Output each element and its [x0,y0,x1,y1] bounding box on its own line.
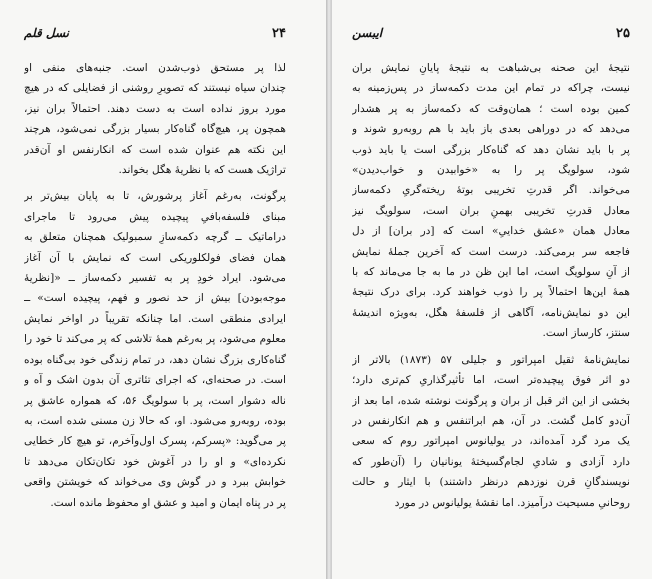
text-line: یک مرد گرد آمده‌اند، در یولیانوس امپراتور روم که سعی [352,435,630,448]
text-line: ایرادی منطقی است. اما چنانکه تقریباً در اواخر نمایش [24,312,286,325]
text-line: نویسندگانِ قرن نوزدهم درنظر داشتند) با ایثار و حالت [352,476,630,489]
text-line: دارد آزادی و شادیِ لجام‌گسیختهٔ یونانیان را (آن‌طور که [352,455,630,468]
text-line: معادل قدرتِ تخریبی بهمنِ بران است، سولویگ نیز [352,204,630,217]
text-line: شود، سولویگ پر را به «خوابیدن و خواب‌دیدن» [352,164,630,177]
running-title: نسل قلم [24,26,70,40]
text-line: معادل همان «عشق خداییِ» است که [در بران] از دل [352,225,630,238]
page-number: ۲۴ [272,26,286,41]
text-line: فاجعه سر برمی‌کند. درست است که آخرین جملهٔ نمایش [352,245,630,258]
text-line: خوابش ببرد و در گوش وی می‌خواند که خویشتن واقعی [24,476,286,489]
text-line: پرگونت، به‌رغم آغاز پرشورش، تا به پایان بیش‌تر بر [24,190,286,203]
text-line: نیست، چراکه در تمام این مدت دکمه‌ساز در پس‌زمینه به [352,82,630,95]
text-line: می‌خواند. اگر قدرتِ تخریبی بوتهٔ ریخته‌گریِ دکمه‌ساز [352,184,630,197]
text-line: گناه‌کاری بزرگ نشان دهد، در تمام زندگی خود بی‌گناه بوده [24,353,286,366]
text-line: این نکته هم عنوان شده است که انکارنفس او آن‌قدر [24,143,286,156]
paragraph [352,350,630,513]
text-line: نتیجهٔ این صحنه بی‌شباهت به نتیجهٔ پایانِ نمایش بران [352,62,630,74]
text-line: ناله دشوار است، پر با سولویگ ۵۶، که همواره عاشق پر [24,394,286,407]
running-title: ایبسن [352,26,383,40]
text-line: همهٔ این‌ها احتمالاً پر را ذوب خواهند کرد. برای درک نتیجهٔ [352,286,630,299]
text-line: می‌شود. ایراد خودِ پر به تفسیر دکمه‌ساز ــ «[نظریهٔ [24,272,286,285]
text-line: نکرده‌ای» و او را در آغوش خود تکان‌تکان می‌دهد تا [24,455,286,468]
page-number: ۲۵ [616,26,630,41]
text-line: بخشی از این اثر قبل از بران و پرگونت نوشته شده، اما بعد از [352,394,630,407]
text-line: چندان سیاه نیستند که تصویرِ روشنی از فضایلی که در هیچ [24,82,286,95]
right-book-page [331,0,652,579]
text-line: است. در صحنه‌ای، که اجرای تئاتری آن بدون اشک و آه و [24,374,286,387]
text-line: دو اثر فوق پیچیده‌تر است، اما تأثیرگذاریِ کم‌تری دارد؛ [352,374,630,387]
text-line: نمایش‌نامهٔ ثقیل امپراتور و جلیلی ۵۷ (۱۸۷۳) بالاتر از [352,353,630,366]
text-line: همان فضای فولکلوریکی است که نمایش با آن آغاز [24,251,286,264]
text-line: می‌دهد که در دوراهی بعدی باز باید با هم روبه‌رو شوند و [352,123,630,136]
text-line: از آنِ سولویگ است، اما این ظن در ما به جا می‌ماند که با [352,266,630,279]
text-line: معلوم می‌شود، پر به‌رغم همهٔ تلاشی که پر می‌کند تا خود را [24,333,286,346]
text-line: لذا پر مستحق ذوب‌شدن است. جنبه‌های منفی او [24,62,286,74]
text-line: پر در پناه ایمان و امید و عشق او محفوظ مانده است. [50,496,286,509]
page-header [24,26,286,46]
text-line: مبنای فلسفه‌بافیِ پیچیده پیش می‌رود تا ماجرای [24,210,286,223]
text-line: پر می‌گوید: «پسرکم، پسرک اول‌وآخرم، تو هیچ کار خطایی [24,435,286,448]
page-body [24,58,286,513]
page-body [352,58,630,513]
text-line: همچون پر، هیچ‌گاه گناه‌کار بسیار بزرگی نمی‌شود، هرچند [24,123,286,136]
text-line: کمین بوده است ؛ همان‌وقت که دکمه‌ساز به پر هشدار [352,102,630,115]
text-line: دراماتیک ــ گرچه دکمه‌سازِ سمبولیک همچنان متعلق به [24,231,286,244]
text-line: بوده، روبه‌رو می‌شود. او، که حالا زن مسنی شده است، به [24,414,286,427]
text-line: آن‌دو کامل گشت. در آن، هم ابراتنفس و هم انکارنفس در [352,414,630,427]
page-header [352,26,630,46]
paragraph [24,186,286,513]
text-line: پر با باید نشان دهد که گناه‌کار بزرگی است یا باید ذوب [352,143,630,156]
paragraph [352,58,630,344]
paragraph [24,58,286,180]
text-line: سنتز، کارساز است. [542,327,630,340]
text-line: این دو نمایش‌نامه، آگاهی از فلسفهٔ هگل، به‌ویژه اندیشهٔ [352,306,630,319]
text-line: روحانیِ مسیحیت درآمیزد. اما نقشهٔ یولیانوس در مورد [394,496,630,509]
text-line: موجه‌بودن] بیش از حد نصور و فهم، پیچیده است» ــ [24,292,286,305]
text-line: تراژیک هست که با نظریهٔ هگل بخواند. [118,164,286,177]
text-line: مورد بروز نداده است به دست دهند. احتمالاً بران نیز، [24,102,286,115]
